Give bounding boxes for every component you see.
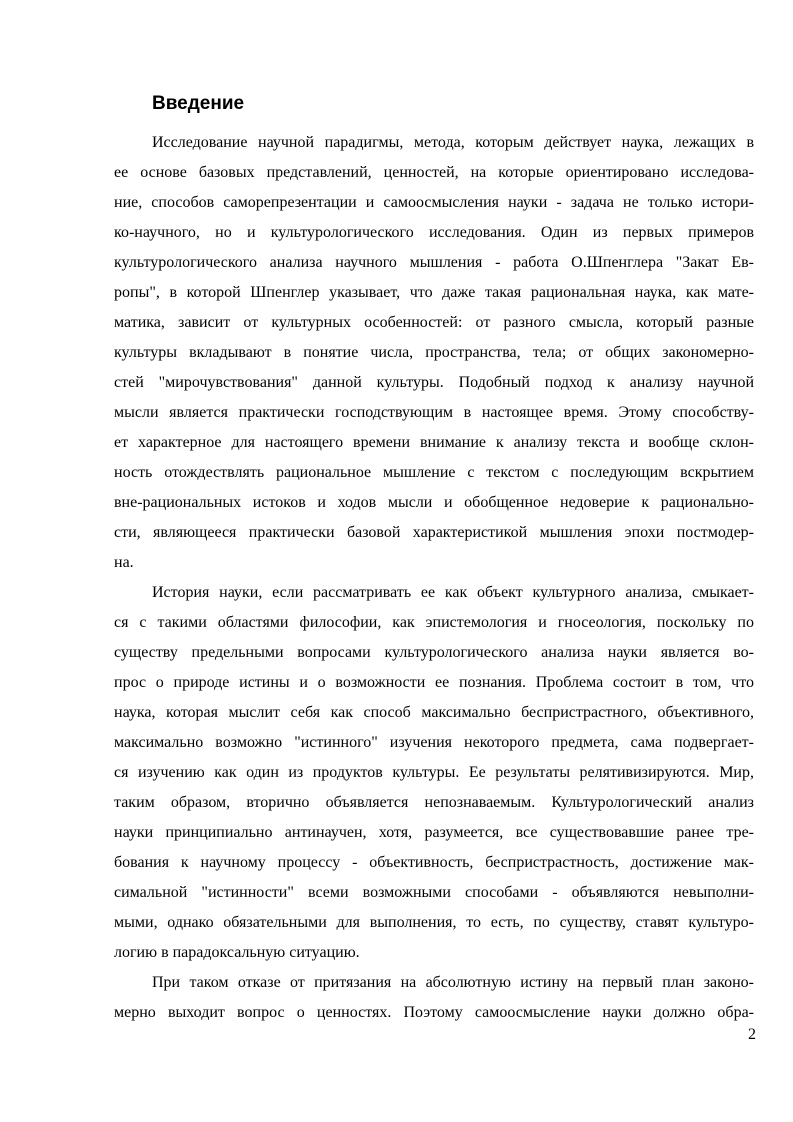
paragraph-1-line-14: сти, являющееся практически базовой характеристикой мышления эпохи постмодер- [114, 524, 754, 541]
paragraph-1-line-15: на. [114, 554, 134, 571]
paragraph-1-line-7: матика, зависит от культурных особенностей: от разного смысла, который разные [114, 314, 754, 331]
paragraph-1-line-1: Исследование научной парадигмы, метода, которым действует наука, лежащих в [152, 134, 754, 151]
paragraph-2-line-6: максимально возможно "истинного" изучения некоторого предмета, сама подвергает- [114, 734, 754, 751]
paragraph-2-line-10: бования к научному процессу - объективность, беспристрастность, достижение мак- [114, 854, 754, 871]
paragraph-1-line-3: ние, способов саморепрезентации и самоосмысления науки - задача не только истори- [114, 194, 754, 211]
paragraph-2-line-9: науки принципиально антинаучен, хотя, разумеется, все существовавшие ранее тре- [114, 824, 754, 841]
paragraph-1-line-12: ность отождествлять рациональное мышление с текстом с последующим вскрытием [114, 464, 754, 481]
paragraph-2-line-7: ся изучению как один из продуктов культуры. Ее результаты релятивизируются. Мир, [114, 764, 754, 781]
paragraph-2-line-1: История науки, если рассматривать ее как объект культурного анализа, смыкает- [152, 584, 754, 601]
section-heading: Введение [152, 93, 245, 114]
paragraph-1-line-11: ет характерное для настоящего времени внимание к анализу текста и вообще склон- [114, 434, 754, 451]
page-number: 2 [748, 1026, 756, 1043]
paragraph-1-line-10: мысли является практически господствующим в настоящее время. Этому способству- [114, 404, 754, 421]
paragraph-1-line-13: вне-рациональных истоков и ходов мысли и обобщенное недоверие к рационально- [114, 494, 754, 511]
paragraph-2-line-13: логию в парадоксальную ситуацию. [114, 944, 360, 961]
paragraph-3-line-1: При таком отказе от притязания на абсолютную истину на первый план законо- [152, 974, 754, 991]
paragraph-1-line-5: культурологического анализа научного мышления - работа О.Шпенглера "Закат Ев- [114, 254, 754, 271]
paragraph-2-line-4: прос о природе истины и о возможности ее познания. Проблема состоит в том, что [114, 674, 754, 691]
paragraph-2-line-11: симальной "истинности" всеми возможными способами - объявляются невыполни- [114, 884, 754, 901]
paragraph-1-line-9: стей "мирочувствования" данной культуры. Подобный подход к анализу научной [114, 374, 754, 391]
paragraph-2-line-3: существу предельными вопросами культурологического анализа науки является во- [114, 644, 754, 661]
paragraph-1-line-6: ропы", в которой Шпенглер указывает, что даже такая рациональная наука, как мате- [114, 284, 754, 301]
paragraph-2-line-8: таким образом, вторично объявляется непознаваемым. Культурологический анализ [114, 794, 754, 811]
paragraph-1-line-4: ко-научного, но и культурологического исследования. Один из первых примеров [114, 224, 754, 241]
paragraph-1-line-8: культуры вкладывают в понятие числа, пространства, тела; от общих закономерно- [114, 344, 754, 361]
paragraph-3-line-2: мерно выходит вопрос о ценностях. Поэтому самоосмысление науки должно обра- [114, 1004, 754, 1021]
paragraph-2-line-12: мыми, однако обязательными для выполнения, то есть, по существу, ставят культуро- [114, 914, 754, 931]
paragraph-2-line-2: ся с такими областями философии, как эпистемология и гносеология, поскольку по [114, 614, 754, 631]
paragraph-1-line-2: ее основе базовых представлений, ценностей, на которые ориентировано исследова- [114, 164, 754, 181]
paragraph-2-line-5: наука, которая мыслит себя как способ максимально беспристрастного, объективного, [114, 704, 754, 721]
